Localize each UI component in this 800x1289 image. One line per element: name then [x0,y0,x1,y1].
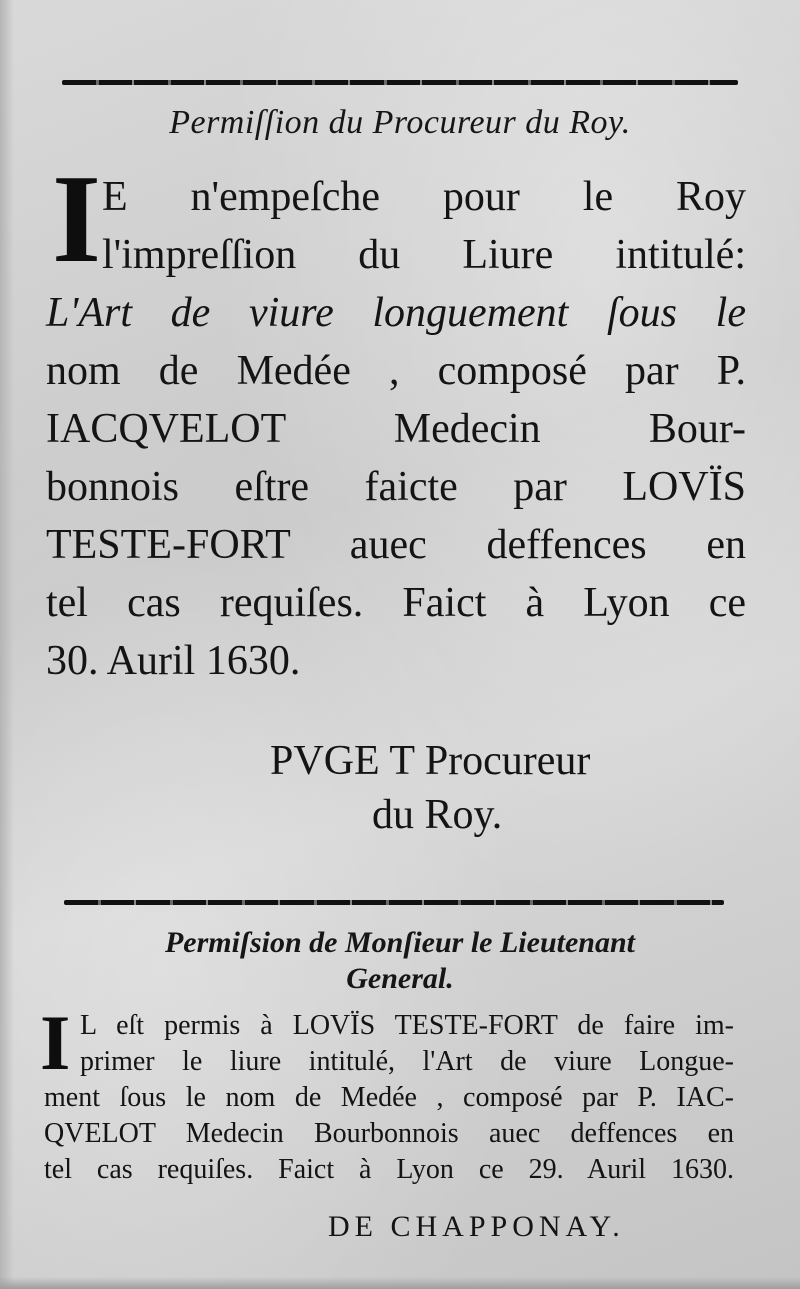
procureur-line: tel cas requiſes. Faict à Lyon ce [46,580,746,626]
procureur-signature-title: du Roy. [372,792,503,838]
procureur-line: TESTE-FORT auec deffences en [46,522,746,568]
procureur-line: l'impreſſion du Liure intitulé: [102,232,746,278]
lieutenant-line: ment ſous le nom de Medée , composé par P. IAC- [44,1082,734,1113]
procureur-text [46,150,746,690]
lieutenant-line: primer le liure intitulé, l'Art de viure Longue- [80,1046,734,1077]
page-edge-shadow [0,0,14,1289]
page-bottom-shadow [0,1277,800,1289]
procureur-line: IACQVELOT Medecin Bour- [46,406,746,452]
procureur-drop-cap: I [52,150,102,289]
lieutenant-heading: Permiſsion de Monſieur le Lieutenant [164,926,635,959]
procureur-line: nom de Medée , composé par P. [46,348,746,394]
procureur-line-book-title: L'Art de viure longuement ſous le [46,290,746,336]
lieutenant-heading-continued: General. [346,962,454,995]
lieutenant-drop-cap: I [40,999,71,1086]
procureur-signature-name: PVGE T Procureur [270,738,591,784]
procureur-line-date: 30. Auril 1630. [46,638,301,684]
lieutenant-line: L eſt permis à LOVÏS TESTE-FORT de faire im- [80,1010,734,1041]
procureur-line: bonnois eſtre faicte par LOVÏS [46,464,746,510]
lieutenant-line: QVELOT Medecin Bourbonnois auec deffences en [44,1118,734,1149]
top-ornamental-rule [62,80,738,85]
procureur-signature [270,734,740,842]
lieutenant-line-date: tel cas requiſes. Faict à Lyon ce 29. Auril 1630. [44,1154,734,1185]
middle-ornamental-rule [64,900,724,905]
lieutenant-signature: DE CHAPPONAY. [328,1210,625,1243]
lieutenant-text [44,1008,734,1188]
procureur-line: E n'empeſche pour le Roy [102,174,746,220]
procureur-heading: Permiſſion du Procureur du Roy. [169,104,631,141]
